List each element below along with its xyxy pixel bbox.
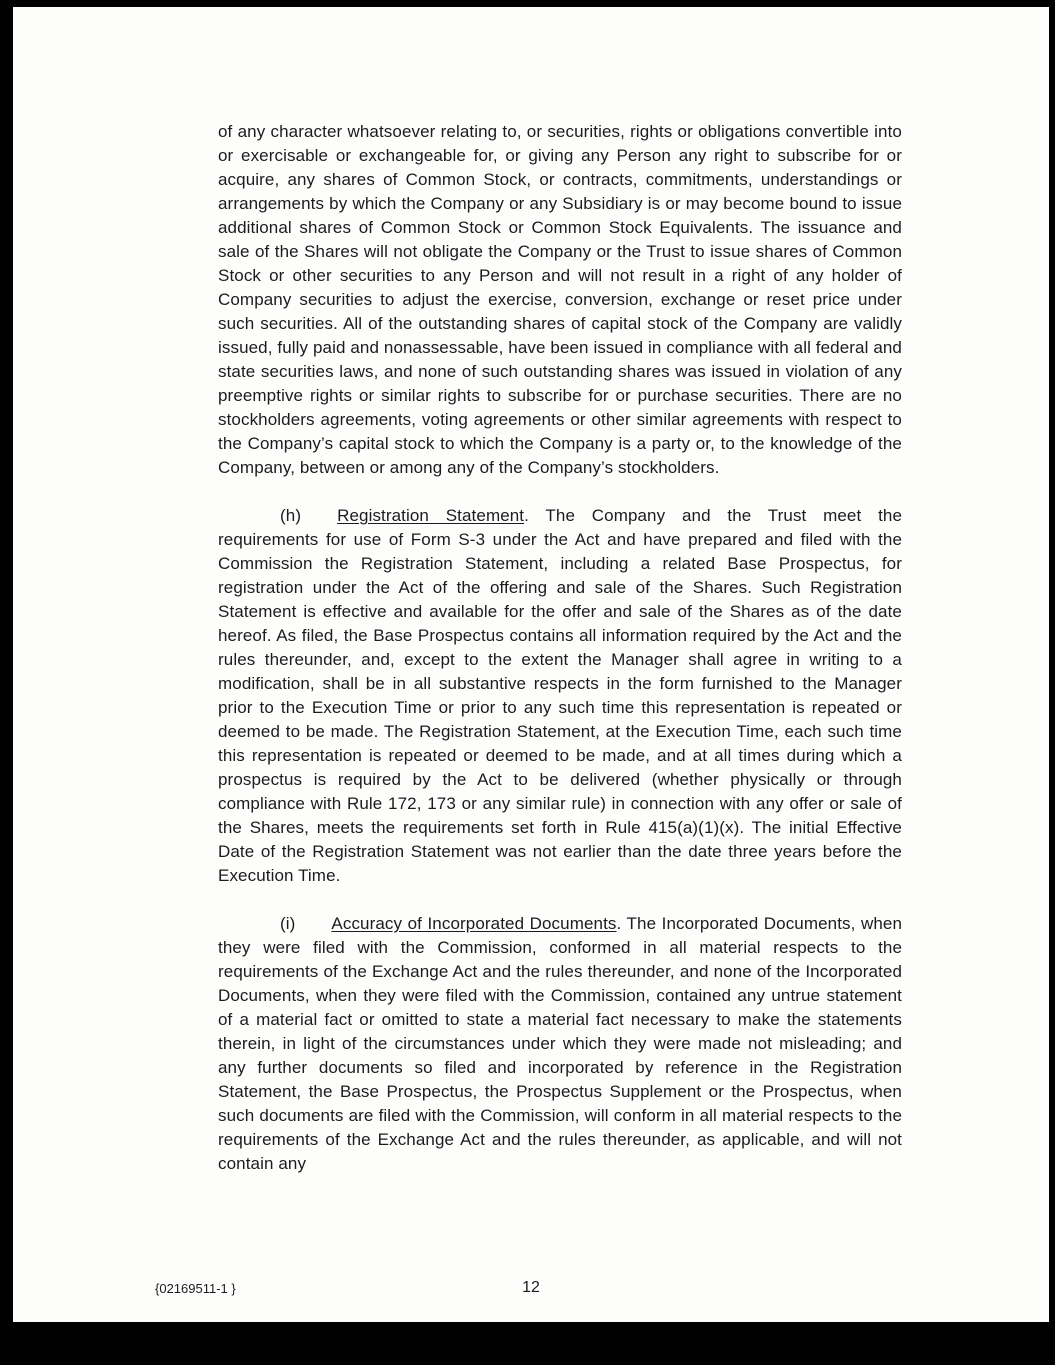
clause-h-text: . The Company and the Trust meet the requirements for use of Form S-3 under the Act and have prepared and filed with the Commission the Registration Statement, including a related Base Prospectus, for registration under the Act of the offering and sale of the Shares. Such Registration Statement is effective and available for the offer and sale of the Shares as of the date hereof. As filed, the Base Prospectus contains all information required by the Act and the rules thereunder, and, except to the extent the Manager shall agree in writing to a modification, shall be in all substantive respects in the form furnished to the Manager prior to the Execution Time or prior to any such time this representation is repeated or deemed to be made. The Registration Statement, at the Execution Time, each such time this representation is repeated or deemed to be made, and at all times during which a prospectus is required by the Act to be delivered (whether physically or through compliance with Rule 172, 173 or any similar rule) in connection with any offer or sale of the Shares, meets the requirements set forth in Rule 415(a)(1)(x). The initial Effective Date of the Registration Statement was not earlier than the date three years before the Execution Time. [218,506,902,885]
document-body [218,120,902,1200]
clause-h-heading: Registration Statement [337,506,525,525]
clause-i-heading: Accuracy of Incorporated Documents [331,914,617,933]
footer-page-number: 12 [522,1279,540,1296]
footer-doc-id: {02169511-1 } [155,1281,236,1296]
clause-h-paragraph [218,504,902,888]
clause-i-paragraph [218,912,902,1176]
clause-i-text: . The Incorporated Documents, when they were filed with the Commission, conformed in all material respects to the requirements of the Exchange Act and the rules thereunder, and none of the Incorporated Documents, when they were filed with the Commission, contained any untrue statement of a material fact or omitted to state a material fact necessary to make the statements therein, in light of the circumstances under which they were made not misleading; and any further documents so filed and incorporated by reference in the Registration Statement, the Base Prospectus, the Prospectus Supplement or the Prospectus, when such documents are filed with the Commission, will conform in all material respects to the requirements of the Exchange Act and the rules thereunder, as applicable, and will not contain any [218,914,902,1173]
continuation-paragraph: of any character whatsoever relating to, or securities, rights or obligations convertible into or exercisable or exchangeable for, or giving any Person any right to subscribe for or acquire, any shares of Common Stock, or contracts, commitments, understandings or arrangements by which the Company or any Subsidiary is or may become bound to issue additional shares of Common Stock or Common Stock Equivalents. The issuance and sale of the Shares will not obligate the Company or the Trust to issue shares of Common Stock or other securities to any Person and will not result in a right of any holder of Company securities to adjust the exercise, conversion, exchange or reset price under such securities. All of the outstanding shares of capital stock of the Company are validly issued, fully paid and nonassessable, have been issued in compliance with all federal and state securities laws, and none of such outstanding shares was issued in violation of any preemptive rights or similar rights to subscribe for or purchase securities. There are no stockholders agreements, voting agreements or other similar agreements with respect to the Company’s capital stock to which the Company is a party or, to the knowledge of the Company, between or among any of the Company’s stockholders. [218,122,902,477]
clause-i-label: (i) [280,914,296,933]
clause-h-label: (h) [280,506,302,525]
